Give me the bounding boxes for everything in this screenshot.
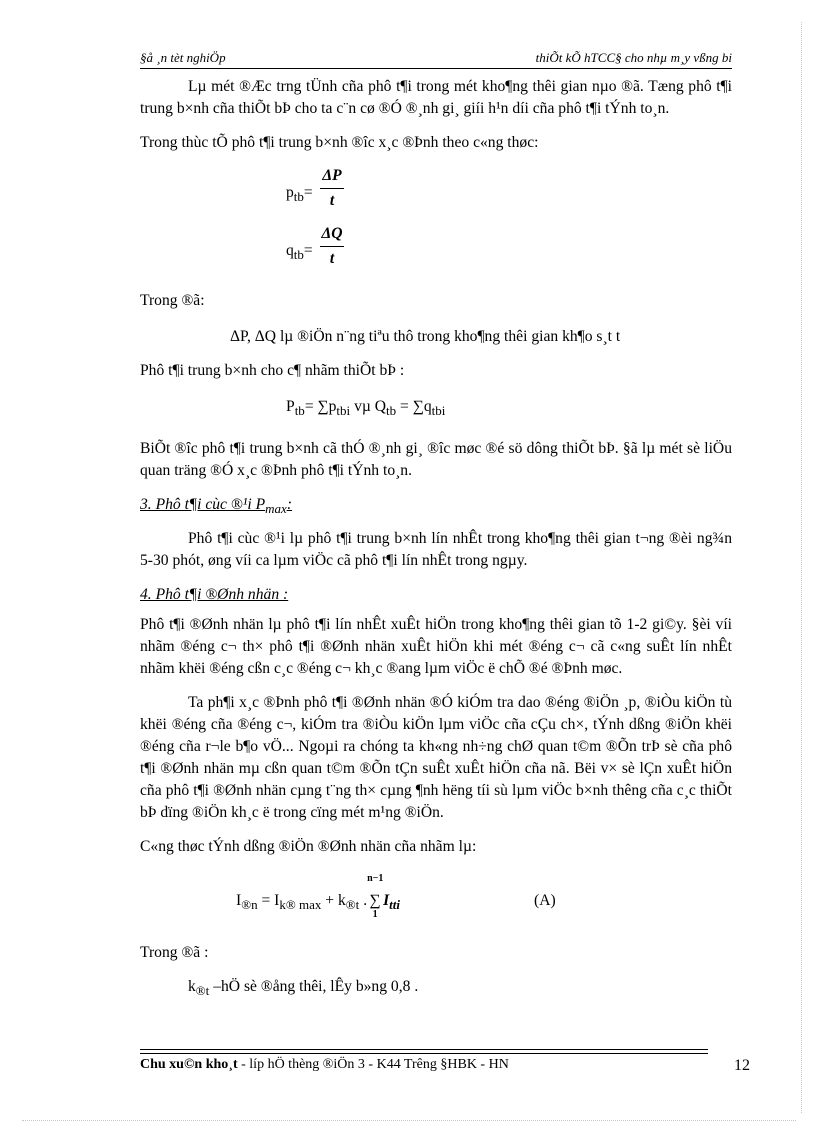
- paragraph-spike-purpose: Ta ph¶i x¸c ®Þnh phô t¶i ®Ønh nhän ®Ó kiÓm tra dao ®éng ®iÖn ¸p, ®iÒu kiÖn tù khëi ®éng cña ®éng c¬, kiÓm tra ®iÒu kiÖn lµm viÖc cña cÇu ch×, tÝnh dßng ®iÖn khëi ®éng cña r¬le b¶o vÖ... Ngoµi ra chóng ta kh«ng nh÷ng chØ quan t©m ®Õn trÞ sè cña phô t¶i ®Ønh nhän mµ cßn quan t©m ®Õn tÇn suÊt xuÊt hiÖn cña nã. Bëi v× sè lÇn xuÊt hiÖn cña phô t¶i ®Ønh nhän cµng t¨ng th× cµng ¶nh hëng tíi sù lµm viÖc b×nh thêng cña c¸c thiÕt bÞ dïng ®iÖn kh¸c ë trong cïng mét m¹ng ®iÖn.: [140, 694, 732, 822]
- sum-symbol: n−1 ∑ 1: [367, 873, 384, 921]
- paragraph-peak-load: Phô t¶i cùc ®¹i lµ phô t¶i trung b×nh lín nhÊt trong kho¶ng thêi gian t¬ng ®èi ng¾n 5-30 phót, øng víi ca lµm viÖc cã phô t¶i lín nhÊt trong ngµy.: [140, 530, 732, 570]
- formula-unit-label: (A): [534, 892, 556, 910]
- document-body: [140, 76, 732, 1014]
- formula-spike-expression: $I_{®n} = I_{k® max} + k_{®t}$ . n−1 ∑ 1 $I_{tti}$: [236, 873, 401, 921]
- paragraph-spike-formula-intro: C«ng thøc tÝnh dßng ®iÖn ®Ønh nhän cña nhãm lµ:: [140, 838, 477, 856]
- header-left-title: §å ¸n tèt nghiÖp: [140, 50, 226, 65]
- paragraph-group-average: Phô t¶i trung b×nh cho c¶ nhãm thiÕt bÞ :: [140, 362, 405, 379]
- paragraph-spike-definition: Phô t¶i ®Ønh nhän lµ phô t¶i lín nhÊt xuÊt hiÖn trong kho¶ng thêi gian tõ 1-2 gi©y. §èi víi nhãm ®éng c¬ th× phô t¶i ®Ønh nhän xuÊt hiÖn khi mét ®éng c¬ cã c«ng suÊt lín nhÊt nhãm khëi ®éng cßn c¸c ®éng c¬ kh¸c ®ang lµm viÖc ë chÕ ®é ®Þnh møc.: [140, 616, 732, 678]
- header-rule: [140, 68, 732, 69]
- page-edge-dotted-line: [22, 1120, 796, 1121]
- page-number: 12: [734, 1057, 750, 1074]
- formula-ptb: [140, 166, 732, 218]
- where-label-2: Trong ®ã :: [140, 944, 209, 962]
- paragraph-formula-intro: Trong thùc tÕ phô t¶i trung b×nh ®îc x¸c ®Þnh theo c«ng thøc:: [140, 134, 539, 151]
- formula-qtb-lhs: $q_{tb}=$: [286, 242, 313, 263]
- heading-spike-load: 4. Phô t¶i ®Ønh nhän :: [140, 586, 289, 604]
- page-header: [140, 50, 732, 70]
- kdt-definition: $k_{®t}$ –hÖ sè ®ång thêi, lÊy b»ng 0,8 .: [188, 978, 419, 999]
- footer-rule-bottom: [140, 1053, 708, 1054]
- formula-spike-current: [140, 870, 732, 932]
- footer-rule-top: [140, 1049, 708, 1050]
- page-edge-dotted-vertical: [801, 22, 802, 1113]
- footer-author-line: Chu xu©n kho¸t - líp hÖ thèng ®iÖn 3 - K44 Trêng §HBK - HN: [140, 1057, 509, 1072]
- formula-ptb-fraction: ΔP t: [320, 166, 344, 211]
- paragraph-intro: Lµ mét ®Æc trng tÜnh cña phô t¶i trong mét kho¶ng thêi gian nµo ®ã. Tæng phô t¶i trung b×nh cña thiÕt bÞ cho ta c¨n cø ®Ó ®¸nh gi¸ giíi h¹n díi cña phô t¶i tÝnh to¸n.: [140, 78, 732, 117]
- formula-ptb-lhs: $p_{tb}=$: [286, 184, 313, 205]
- header-right-title: thiÕt kÕ hTCC§ cho nhµ m¸y vßng bi: [535, 50, 732, 65]
- heading-peak-load: 3. Phô t¶i cùc ®¹i $P_{max}$:: [140, 496, 293, 517]
- delta-definition: ΔP, ΔQ lµ ®iÖn n¨ng tiªu thô trong kho¶ng thêi gian kh¶o s¸t t: [230, 328, 621, 345]
- where-label-1: Trong ®ã:: [140, 292, 205, 309]
- paragraph-usage: BiÕt ®îc phô t¶i trung b×nh cã thÓ ®¸nh gi¸ ®îc møc ®é sö dông thiÕt bÞ. §ã lµ mét sè liÖu quan träng ®Ó x¸c ®Þnh phô t¶i tÝnh to¸n.: [140, 440, 732, 480]
- formula-group-average: $P_{tb}= \sum p_{tbi}$ vµ $Q_{tb} = \sum q_{tbi}$: [286, 398, 446, 419]
- formula-qtb-fraction: ΔQ t: [321, 225, 343, 267]
- formula-qtb: [140, 224, 732, 276]
